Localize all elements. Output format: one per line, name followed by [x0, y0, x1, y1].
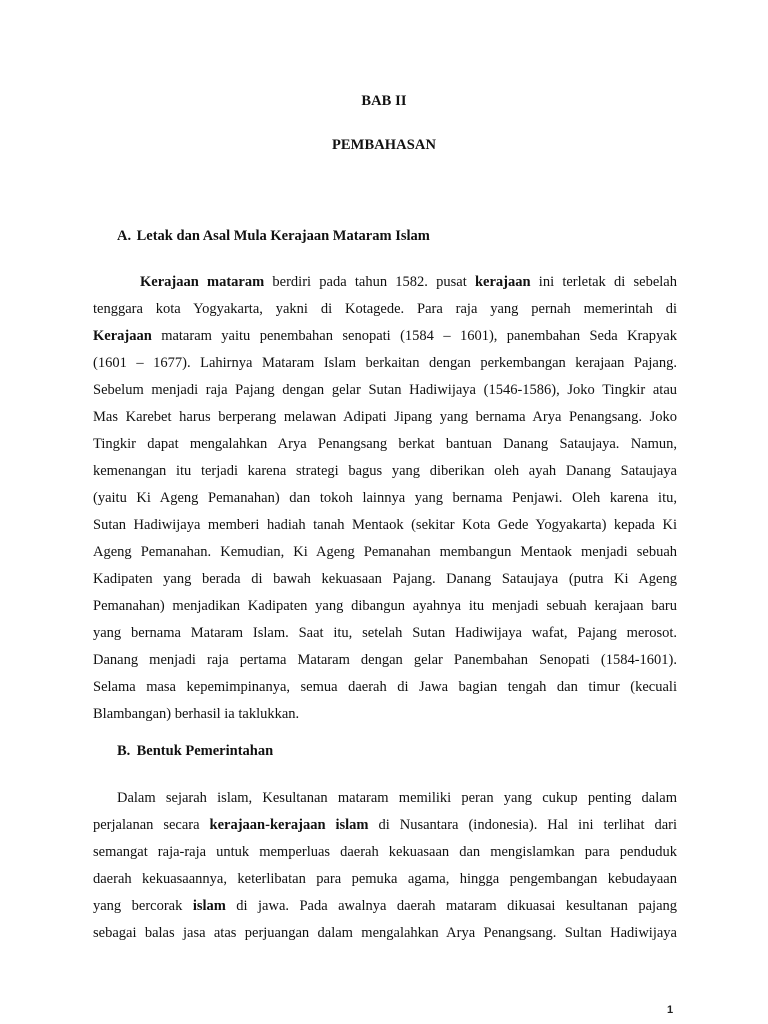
text-line	[93, 377, 677, 404]
section-b-title: Bentuk Pemerintahan	[136, 743, 274, 759]
text-line	[93, 785, 677, 812]
bold-text: Kerajaan mataram	[140, 274, 265, 290]
text-line	[93, 296, 677, 323]
section-a-title: Letak dan Asal Mula Kerajaan Mataram Islam	[136, 228, 430, 244]
section-b-paragraph	[93, 785, 677, 947]
text-run: semangat raja-raja untuk memperluas daerah kekuasaan dan mengislamkan para penduduk	[93, 844, 677, 860]
text-line	[93, 485, 677, 512]
text-line	[93, 566, 677, 593]
text-run: daerah kekuasaannya, keterlibatan para pemuka agama, hingga pengembangan kebudayaan	[93, 871, 677, 887]
text-line	[93, 269, 677, 296]
section-a-marker: A.	[117, 228, 132, 244]
text-run: Ageng Pemanahan. Kemudian, Ki Ageng Pemanahan membangun Mentaok menjadi sebuah	[93, 544, 677, 560]
text-run: di Nusantara (indonesia). Hal ini terlihat dari	[368, 817, 678, 833]
text-run: sebagai balas jasa atas perjuangan dalam mengalahkan Arya Penangsang. Sultan Hadiwijaya	[93, 925, 677, 941]
text-line	[93, 866, 677, 893]
chapter-label: BAB II	[361, 93, 407, 109]
text-run: yang bercorak	[93, 898, 193, 914]
page-number: 1	[667, 1004, 674, 1016]
text-run: Tingkir dapat mengalahkan Arya Penangsang berkat bantuan Danang Sataujaya. Namun,	[93, 436, 677, 452]
text-run: Pemanahan) menjadikan Kadipaten yang dibangun ayahnya itu menjadi sebuah kerajaan baru	[93, 598, 677, 614]
text-run: Sutan Hadiwijaya memberi hadiah tanah Mentaok (sekitar Kota Gede Yogyakarta) kepada Ki	[93, 517, 677, 533]
text-run: Blambangan) berhasil ia taklukkan.	[93, 706, 300, 722]
text-line	[93, 431, 677, 458]
section-b-heading	[118, 743, 273, 760]
bold-text: islam	[192, 898, 226, 914]
text-line	[93, 539, 677, 566]
text-run: tenggara kota Yogyakarta, yakni di Kotagede. Para raja yang pernah memerintah di	[93, 301, 677, 317]
text-line	[93, 323, 677, 350]
text-run: perjalanan secara	[93, 817, 210, 833]
text-line	[93, 839, 677, 866]
bold-text: Kerajaan	[93, 328, 152, 344]
text-run: di jawa. Pada awalnya daerah mataram dikuasai kesultanan pajang	[225, 898, 678, 914]
text-line	[93, 674, 677, 701]
text-line	[93, 893, 677, 920]
bold-text: kerajaan-kerajaan islam	[209, 817, 369, 833]
text-run: (yaitu Ki Ageng Pemanahan) dan tokoh lainnya yang bernama Penjawi. Oleh karena itu,	[93, 490, 677, 506]
section-b-marker: B.	[117, 743, 131, 759]
text-line	[93, 458, 677, 485]
text-line	[93, 812, 677, 839]
text-run: yang bernama Mataram Islam. Saat itu, setelah Sutan Hadiwijaya wafat, Pajang merosot.	[93, 625, 677, 641]
text-line	[93, 620, 677, 647]
text-run: Sebelum menjadi raja Pajang dengan gelar Sutan Hadiwijaya (1546-1586), Joko Tingkir atau	[93, 382, 677, 398]
chapter-title: PEMBAHASAN	[331, 137, 437, 153]
text-line	[93, 404, 677, 431]
section-a-heading	[118, 228, 430, 245]
text-line	[93, 512, 677, 539]
text-line	[93, 701, 677, 728]
text-run: mataram yaitu penembahan senopati (1584 – 1601), panembahan Seda Krapyak	[151, 328, 677, 344]
text-run: Danang menjadi raja pertama Mataram dengan gelar Panembahan Senopati (1584-1601).	[93, 652, 677, 668]
text-line	[93, 920, 677, 947]
text-run: Selama masa kepemimpinanya, semua daerah di Jawa bagian tengah dan timur (kecuali	[93, 679, 677, 695]
text-run: Kadipaten yang berada di bawah kekuasaan Pajang. Danang Sataujaya (putra Ki Ageng	[93, 571, 677, 587]
text-run: (1601 – 1677). Lahirnya Mataram Islam berkaitan dengan perkembangan kerajaan Pajang.	[93, 355, 677, 371]
text-run: ini terletak di sebelah	[530, 274, 677, 290]
bold-text: kerajaan	[474, 274, 531, 290]
text-line	[93, 647, 677, 674]
text-line	[93, 593, 677, 620]
section-a-paragraph	[93, 269, 677, 728]
text-run: Mas Karebet harus berperang melawan Adipati Jipang yang bernama Arya Penangsang. Joko	[93, 409, 677, 425]
text-run: Dalam sejarah islam, Kesultanan mataram memiliki peran yang cukup penting dalam	[117, 790, 677, 806]
text-run: kemenangan itu terjadi karena strategi bagus yang diberikan oleh ayah Danang Sataujaya	[93, 463, 677, 479]
text-line	[93, 350, 677, 377]
text-run: berdiri pada tahun 1582. pusat	[264, 274, 475, 290]
